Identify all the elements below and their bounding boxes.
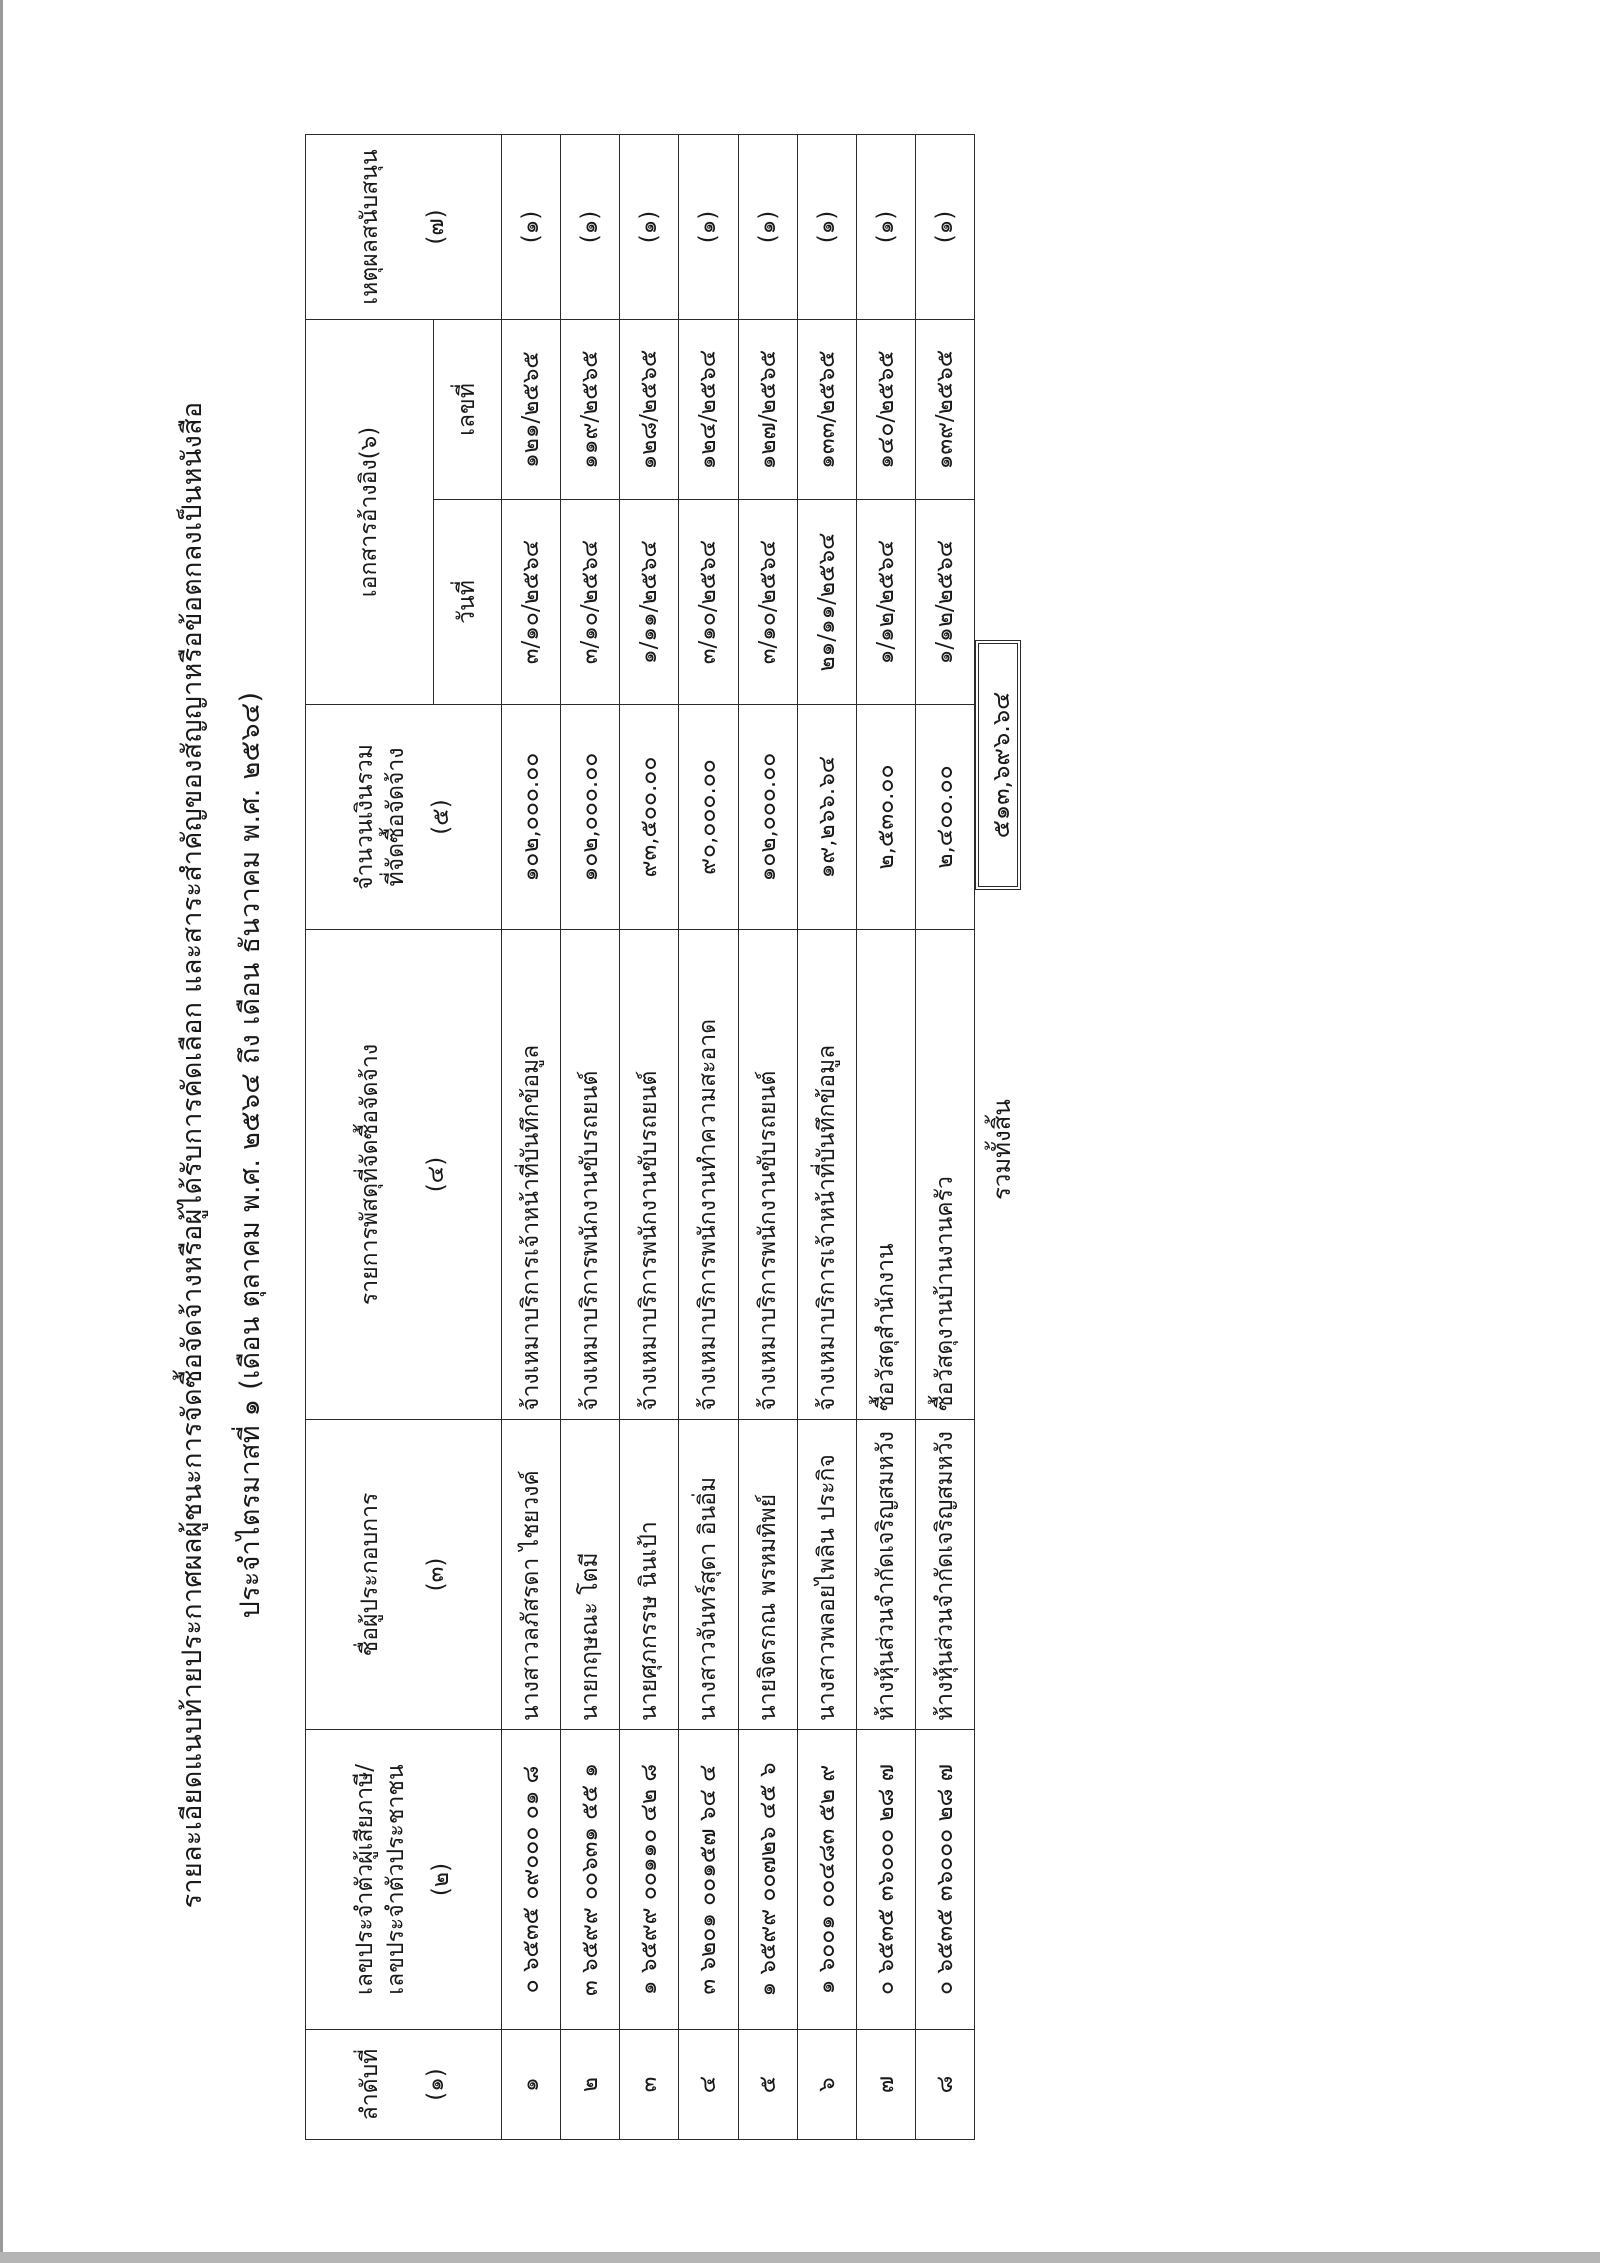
cell-seq: ๗: [856, 2030, 915, 2140]
cell-reason: (๑): [915, 135, 974, 320]
header-doc-no: เลขที่: [434, 320, 502, 500]
cell-doc-no: ๑๒๑/๒๕๖๕: [502, 320, 561, 500]
cell-reason: (๑): [561, 135, 620, 320]
cell-tax-id: ๐ ๖๕๓๕ ๓๖๐๐๐ ๒๘ ๗: [856, 1730, 915, 2030]
cell-vendor: นายกฤษณะ โตมี: [561, 1420, 620, 1730]
cell-doc-date: ๑/๑๑/๒๕๖๔: [620, 500, 679, 705]
total-amount: ๕๑๓,๖๙๖.๖๔: [975, 640, 1021, 890]
cell-seq: ๓: [620, 2030, 679, 2140]
total-label: รวมทั้งสิ้น: [988, 1099, 1016, 1200]
cell-seq: ๕: [738, 2030, 797, 2140]
cell-doc-no: ๑๔๐/๒๕๖๕: [856, 320, 915, 500]
cell-doc-date: ๑/๑๒/๒๕๖๔: [856, 500, 915, 705]
cell-seq: ๔: [679, 2030, 738, 2140]
header-vendor: ชื่อผู้ประกอบการ (๓): [306, 1420, 502, 1730]
cell-tax-id: ๓ ๖๒๐๑ ๐๐๑๕๗ ๖๔ ๔: [679, 1730, 738, 2030]
table-row: [679, 135, 738, 2140]
cell-amount: ๑๐๒,๐๐๐.๐๐: [502, 705, 561, 930]
cell-amount: ๒,๕๓๐.๐๐: [856, 705, 915, 930]
cell-seq: ๖: [797, 2030, 856, 2140]
cell-reason: (๑): [797, 135, 856, 320]
cell-doc-date: ๓/๑๐/๒๕๖๔: [561, 500, 620, 705]
cell-reason: (๑): [620, 135, 679, 320]
cell-seq: ๘: [915, 2030, 974, 2140]
header-amount: จำนวนเงินรวม ที่จัดซื้อจัดจ้าง (๕): [306, 705, 502, 930]
table-row: [915, 135, 974, 2140]
cell-doc-date: ๓/๑๐/๒๕๖๔: [738, 500, 797, 705]
cell-item: จ้างเหมาบริการเจ้าหน้าที่บันทึกข้อมูล: [797, 930, 856, 1420]
scan-edge-bottom: [0, 2252, 1600, 2263]
header-row: [306, 135, 434, 2140]
header-tax-id: เลขประจำตัวผู้เสียภาษี/ เลขประจำตัวประชาชน (๒): [306, 1730, 502, 2030]
table-row: [502, 135, 561, 2140]
cell-doc-date: ๓/๑๐/๒๕๖๔: [679, 500, 738, 705]
cell-doc-date: ๑/๑๒/๒๕๖๔: [915, 500, 974, 705]
cell-item: จ้างเหมาบริการพนักงานทำความสะอาด: [679, 930, 738, 1420]
cell-seq: ๒: [561, 2030, 620, 2140]
cell-tax-id: ๐ ๖๕๓๕ ๐๙๐๐๐ ๐๑ ๘: [502, 1730, 561, 2030]
scan-edge-left: [0, 0, 3, 2263]
cell-doc-no: ๑๓๓/๒๕๖๕: [797, 320, 856, 500]
document-title: รายละเอียดแนบท้ายประกาศผลผู้ชนะการจัดซื้อจัดจ้างหรือผู้ได้รับการคัดเลือก และสาระสำคัญของสัญญาหรือข้อตกลงเป็นหนังสือ: [177, 401, 208, 1909]
rotated-document-sheet: [160, 140, 1160, 2170]
cell-reason: (๑): [738, 135, 797, 320]
cell-item: ซื้อวัสดุงานบ้านงานครัว: [915, 930, 974, 1420]
cell-amount: ๑๐๒,๐๐๐.๐๐: [561, 705, 620, 930]
header-item: รายการพัสดุที่จัดซื้อจัดจ้าง (๔): [306, 930, 502, 1420]
cell-item: จ้างเหมาบริการพนักงานขับรถยนต์: [620, 930, 679, 1420]
header-doc-ref: เอกสารอ้างอิง(๖): [306, 320, 434, 705]
cell-doc-date: ๒๑/๑๑/๒๕๖๔: [797, 500, 856, 705]
cell-amount: ๙๐,๐๐๐.๐๐: [679, 705, 738, 930]
document-subtitle: ประจำไตรมาสที่ ๑ (เดือน ตุลาคม พ.ศ. ๒๕๖๔ ถึง เดือน ธันวาคม พ.ศ. ๒๕๖๔): [235, 691, 266, 1619]
table-row: [620, 135, 679, 2140]
cell-reason: (๑): [679, 135, 738, 320]
cell-vendor: นางสาวจันทร์สุดา อินอิ่ม: [679, 1420, 738, 1730]
cell-amount: ๑๐๒,๐๐๐.๐๐: [738, 705, 797, 930]
table-row: [561, 135, 620, 2140]
cell-tax-id: ๐ ๖๕๓๕ ๓๖๐๐๐ ๒๘ ๗: [915, 1730, 974, 2030]
cell-vendor: นายศุภกรรษ นินเป้า: [620, 1420, 679, 1730]
cell-tax-id: ๑ ๖๕๙๙ ๐๐๗๒๖ ๔๕ ๖: [738, 1730, 797, 2030]
cell-doc-no: ๑๒๘/๒๕๖๕: [620, 320, 679, 500]
cell-item: ซื้อวัสดุสำนักงาน: [856, 930, 915, 1420]
cell-item: จ้างเหมาบริการพนักงานขับรถยนต์: [738, 930, 797, 1420]
cell-tax-id: ๑ ๖๕๙๙ ๐๐๑๑๐ ๔๒ ๘: [620, 1730, 679, 2030]
cell-vendor: นางสาวพลอยไพลิน ประกิจ: [797, 1420, 856, 1730]
cell-vendor: นางสาวลภัสรดา ไชยวงค์: [502, 1420, 561, 1730]
cell-tax-id: ๑ ๖๐๐๑ ๐๐๔๘๓ ๕๒ ๙: [797, 1730, 856, 2030]
table-row: [856, 135, 915, 2140]
cell-reason: (๑): [856, 135, 915, 320]
cell-doc-no: ๑๑๙/๒๕๖๕: [561, 320, 620, 500]
cell-doc-no: ๑๓๙/๒๕๖๕: [915, 320, 974, 500]
procurement-table: [305, 134, 975, 2140]
header-reason: เหตุผลสนับสนุน (๗): [306, 135, 502, 320]
cell-item: จ้างเหมาบริการพนักงานขับรถยนต์: [561, 930, 620, 1420]
cell-amount: ๙๓,๕๐๐.๐๐: [620, 705, 679, 930]
cell-vendor: ห้างหุ้นส่วนจำกัดเจริญสมหวัง: [856, 1420, 915, 1730]
cell-doc-no: ๑๒๗/๒๕๖๕: [738, 320, 797, 500]
header-seq: ลำดับที่ (๑): [306, 2030, 502, 2140]
cell-vendor: นายจิตรกณ พรหมทิพย์: [738, 1420, 797, 1730]
cell-doc-date: ๓/๑๐/๒๕๖๔: [502, 500, 561, 705]
cell-doc-no: ๑๒๔/๒๕๖๔: [679, 320, 738, 500]
cell-item: จ้างเหมาบริการเจ้าหน้าที่บันทึกข้อมูล: [502, 930, 561, 1420]
table-row: [738, 135, 797, 2140]
cell-amount: ๑๙,๒๖๖.๖๔: [797, 705, 856, 930]
cell-vendor: ห้างหุ้นส่วนจำกัดเจริญสมหวัง: [915, 1420, 974, 1730]
cell-amount: ๒,๔๐๐.๐๐: [915, 705, 974, 930]
cell-reason: (๑): [502, 135, 561, 320]
cell-seq: ๑: [502, 2030, 561, 2140]
cell-tax-id: ๓ ๖๕๙๙ ๐๐๖๓๑ ๕๕ ๑: [561, 1730, 620, 2030]
header-doc-date: วันที่: [434, 500, 502, 705]
table-row: [797, 135, 856, 2140]
